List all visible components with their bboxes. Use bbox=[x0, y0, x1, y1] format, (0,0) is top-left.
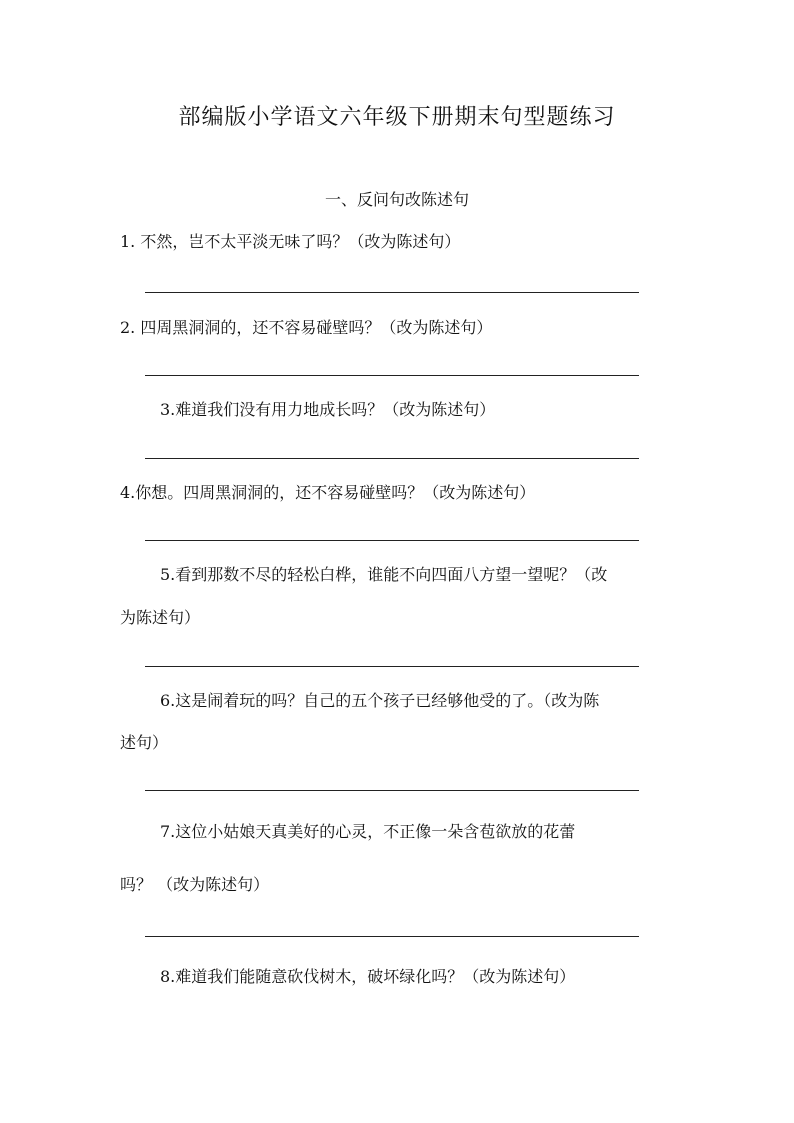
question-3: 3.难道我们没有用力地成长吗？（改为陈述句） bbox=[160, 400, 496, 419]
answer-line-5[interactable] bbox=[145, 666, 639, 667]
question-4: 4.你想。四周黑洞洞的，还不容易碰壁吗？（改为陈述句） bbox=[120, 483, 536, 502]
page-title: 部编版小学语文六年级下册期末句型题练习 bbox=[178, 105, 616, 130]
section-heading: 一、反问句改陈述句 bbox=[324, 190, 469, 209]
answer-line-2[interactable] bbox=[145, 375, 639, 376]
question-5-line-2: 为陈述句） bbox=[120, 608, 201, 627]
question-1: 1. 不然，岂不太平淡无味了吗？（改为陈述句） bbox=[120, 232, 461, 251]
question-6-line-1: 6.这是闹着玩的吗？自己的五个孩子已经够他受的了。（改为陈 bbox=[160, 691, 600, 710]
answer-line-3[interactable] bbox=[145, 458, 639, 459]
answer-line-1[interactable] bbox=[145, 292, 639, 293]
question-5-line-1: 5.看到那数不尽的轻松白桦，谁能不向四面八方望一望呢？（改 bbox=[160, 565, 608, 584]
question-2: 2. 四周黑洞洞的，还不容易碰壁吗？（改为陈述句） bbox=[120, 318, 493, 337]
question-8: 8.难道我们能随意砍伐树木，破坏绿化吗？（改为陈述句） bbox=[160, 967, 576, 986]
question-7-line-1: 7.这位小姑娘天真美好的心灵，不正像一朵含苞欲放的花蕾 bbox=[160, 822, 576, 841]
answer-line-6[interactable] bbox=[145, 790, 639, 791]
question-7-line-2: 吗？ （改为陈述句） bbox=[120, 875, 270, 894]
question-6-line-2: 述句） bbox=[120, 733, 169, 752]
answer-line-7[interactable] bbox=[145, 936, 639, 937]
answer-line-4[interactable] bbox=[145, 540, 639, 541]
